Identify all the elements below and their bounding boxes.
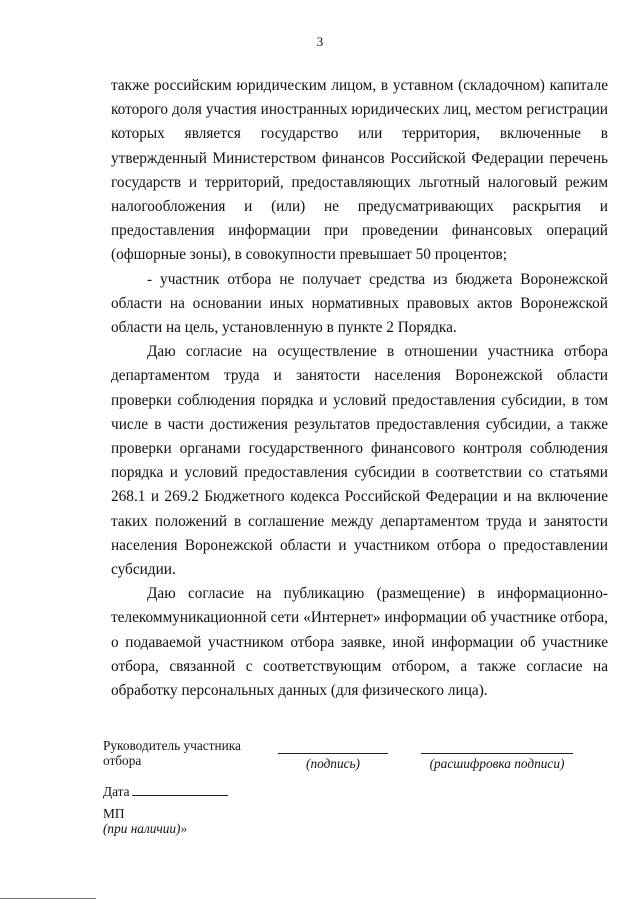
page-number: 3 [316, 34, 324, 49]
signature-line [278, 753, 388, 754]
seal-note: (при наличии)» [103, 821, 188, 836]
footer-rule [0, 898, 96, 899]
signature-decoding-caption: (расшифровка подписи) [429, 756, 565, 771]
date-row [103, 784, 228, 799]
paragraph-no-budget-funds: - участник отбора не получает средства из бюджета Воронежской области на основании иных нормативных правовых актов Воронежской области на цель, установленную в пункте 2 Порядка. [111, 270, 608, 337]
seal-label: МП [103, 806, 125, 821]
date-label: Дата [103, 784, 130, 799]
paragraph-offshore-continuation: также российским юридическим лицом, в уставном (складочном) капитале которого доля участия иностранных юридических лиц, местом регистрации которых является государство или территория, включенные в утвержденный Министерством финансов Российской Федерации перечень государств и территорий, предоставляющих льготный налоговый режим налогообложения и (или) не предусматривающих раскрытия и предоставления информации при проведении финансовых операций (офшорные зоны), в совокупности превышает 50 процентов; [111, 77, 608, 264]
signature-block [103, 736, 583, 846]
signature-caption: (подпись) [306, 756, 360, 771]
date-line [132, 795, 228, 796]
paragraph-consent-publication: Даю согласие на публикацию (размещение) в информационно-телекоммуникационной сети «Интернет» информации об участнике отбора, о подаваемой участником отбора заявке, иной информации об участнике отбора, связанной с соответствующим отбором, а также согласие на обработку персональных данных (для физического лица). [111, 585, 608, 700]
signature-decoding-line [421, 753, 573, 754]
signatory-role-label: Руководитель участника отбора [103, 738, 241, 768]
paragraph-consent-inspection: Даю согласие на осуществление в отношении участника отбора департаментом труда и занятости населения Воронежской области проверки соблюдения порядка и условий предоставления субсидии, в том числе в части достижения результатов предоставления субсидии, а также проверки органами государственного финансового контроля соблюдения порядка и условий предоставления субсидии в соответствии со статьями 268.1 и 269.2 Бюджетного кодекса Российской Федерации и на включение таких положений в соглашение между департаментом труда и занятости населения Воронежской области и участником отбора о предоставлении субсидии. [111, 343, 608, 579]
document-body [111, 74, 608, 703]
